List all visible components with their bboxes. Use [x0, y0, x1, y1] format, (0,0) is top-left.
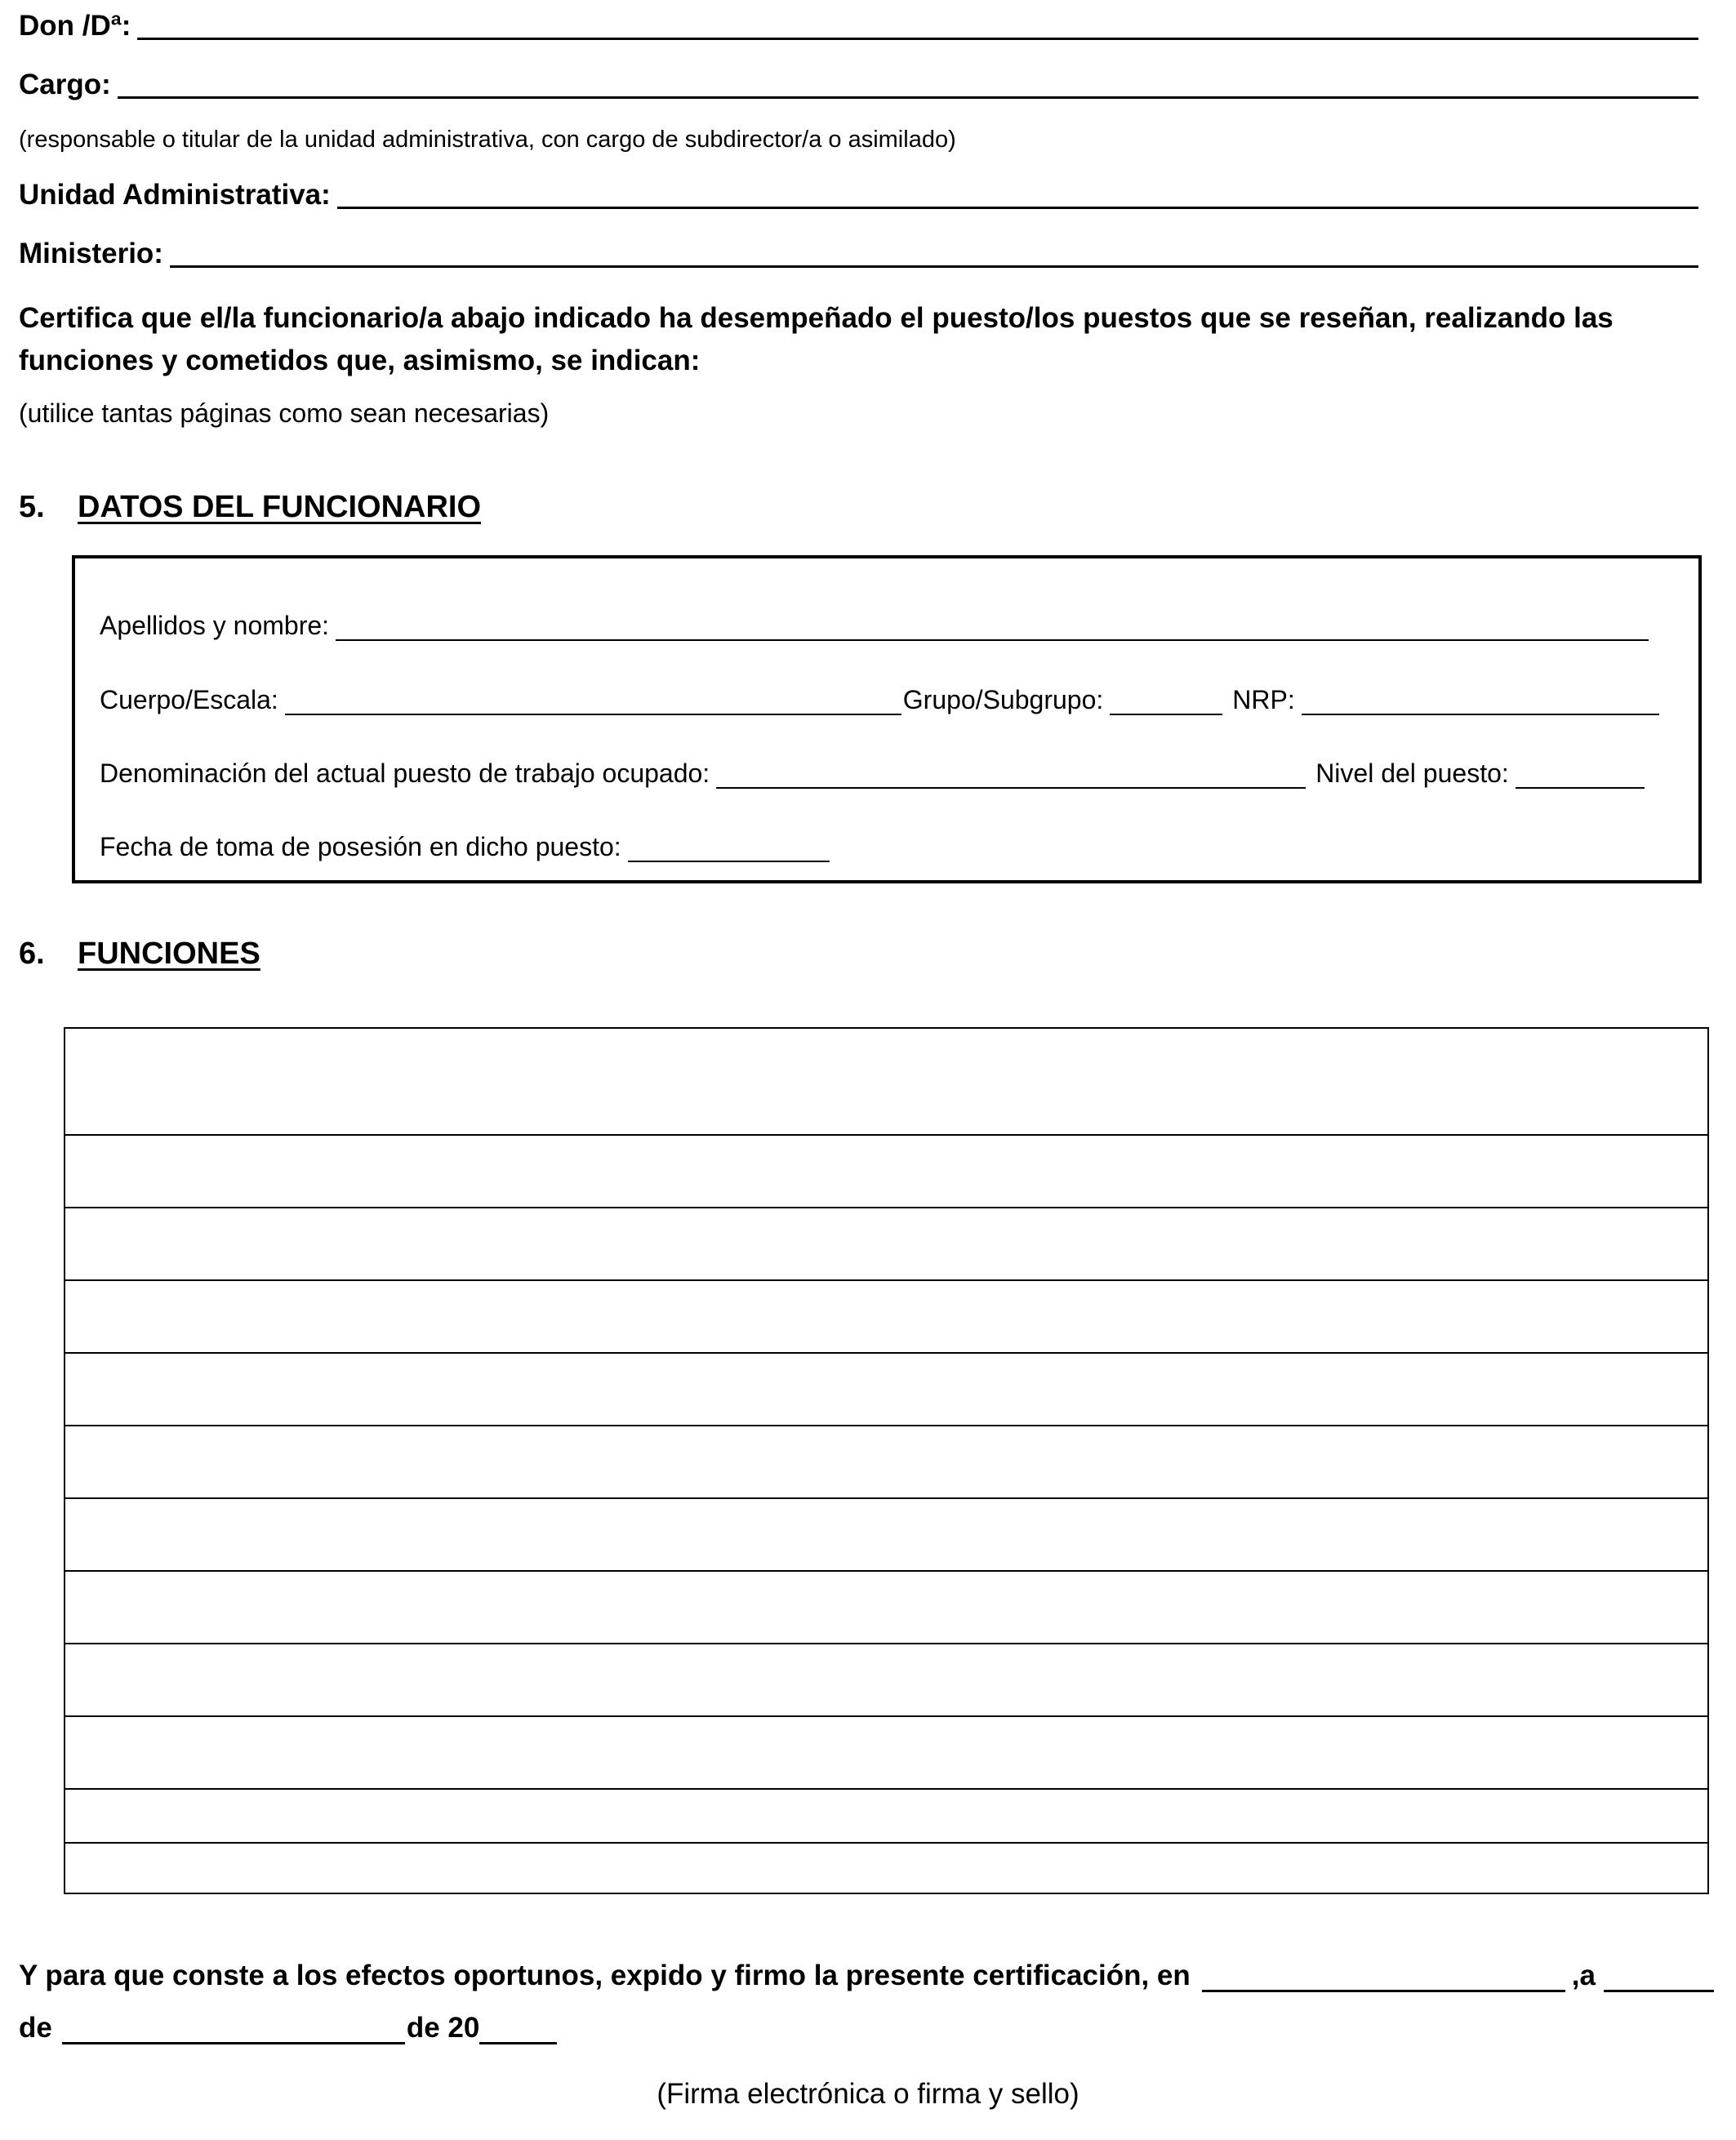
nrp-label: NRP: [1232, 685, 1295, 714]
denominacion-input-line[interactable] [716, 764, 1306, 789]
apellidos-row[interactable] [100, 611, 1661, 641]
grupo-input-line[interactable] [1110, 691, 1222, 715]
certifica-line-2: funciones y cometidos que, asimismo, se indican: [19, 345, 701, 376]
certifica-paragraph [19, 297, 1614, 382]
year-input-line[interactable] [479, 2019, 557, 2044]
cuerpo-label: Cuerpo/Escala: [100, 685, 278, 714]
closing-text: Y para que conste a los efectos oportunos, expido y firmo la presente certificación, en [19, 1960, 1191, 1991]
funciones-row[interactable] [65, 1208, 1707, 1281]
nrp-input-line[interactable] [1302, 691, 1659, 715]
funciones-row[interactable] [65, 1717, 1707, 1790]
denominacion-label: Denominación del actual puesto de trabajo ocupado: [100, 759, 710, 788]
place-input-line[interactable] [1202, 1967, 1565, 1992]
closing-a: ,a [1571, 1960, 1596, 1991]
funciones-row[interactable] [65, 1572, 1707, 1644]
unidad-label: Unidad Administrativa: [19, 179, 331, 211]
ministerio-input-line[interactable] [170, 241, 1698, 268]
signature-note: (Firma electrónica o firma y sello) [657, 2078, 1079, 2110]
funciones-row[interactable] [65, 1354, 1707, 1426]
nivel-label: Nivel del puesto: [1315, 759, 1509, 788]
cargo-note: (responsable o titular de la unidad administrativa, con cargo de subdirector/a o asimilado) [19, 127, 956, 153]
funciones-table [64, 1027, 1709, 1894]
closing-year-prefix: de 20 [406, 2012, 480, 2044]
closing-line-2 [19, 2012, 557, 2044]
funciones-row[interactable] [65, 1790, 1707, 1844]
cargo-field[interactable] [19, 70, 1698, 99]
closing-line-1 [19, 1960, 1714, 1992]
nivel-input-line[interactable] [1516, 764, 1645, 789]
apellidos-label: Apellidos y nombre: [100, 611, 330, 640]
grupo-label: Grupo/Subgrupo: [902, 685, 1104, 714]
fecha-input-line[interactable] [628, 838, 830, 862]
denominacion-row[interactable] [100, 759, 1661, 789]
funciones-row[interactable] [65, 1844, 1707, 1896]
closing-de: de [19, 2012, 52, 2044]
funciones-row[interactable] [65, 1426, 1707, 1499]
don-field[interactable] [19, 11, 1698, 40]
month-input-line[interactable] [62, 2019, 405, 2044]
unidad-input-line[interactable] [337, 182, 1698, 209]
funciones-row[interactable] [65, 1136, 1707, 1208]
section-5-number: 5. [19, 490, 45, 524]
section-6-title: FUNCIONES [78, 937, 260, 971]
section-6-heading [19, 937, 260, 972]
fecha-row[interactable] [100, 832, 1661, 862]
section-5-heading [19, 490, 481, 525]
funciones-row[interactable] [65, 1499, 1707, 1572]
unidad-field[interactable] [19, 180, 1698, 209]
section-6-number: 6. [19, 937, 45, 971]
funciones-row[interactable] [65, 1281, 1707, 1354]
cuerpo-input-line[interactable] [285, 691, 901, 715]
funciones-row[interactable] [65, 1029, 1707, 1136]
pages-note: (utilice tantas páginas como sean necesarias) [19, 398, 550, 428]
fecha-label: Fecha de toma de posesión en dicho puesto: [100, 832, 621, 861]
ministerio-label: Ministerio: [19, 238, 163, 269]
cargo-input-line[interactable] [118, 72, 1698, 99]
datos-funcionario-box [72, 555, 1702, 883]
don-input-line[interactable] [137, 13, 1698, 40]
funciones-row[interactable] [65, 1644, 1707, 1717]
certifica-line-1: Certifica que el/la funcionario/a abajo indicado ha desempeñado el puesto/los puestos que se reseñan, realizando las [19, 302, 1614, 334]
don-label: Don /Dª: [19, 10, 131, 42]
day-input-line[interactable] [1604, 1967, 1714, 1992]
cargo-label: Cargo: [19, 69, 111, 100]
section-5-title: DATOS DEL FUNCIONARIO [78, 490, 482, 524]
cuerpo-row[interactable] [100, 685, 1661, 715]
apellidos-input-line[interactable] [336, 616, 1649, 641]
ministerio-field[interactable] [19, 239, 1698, 268]
